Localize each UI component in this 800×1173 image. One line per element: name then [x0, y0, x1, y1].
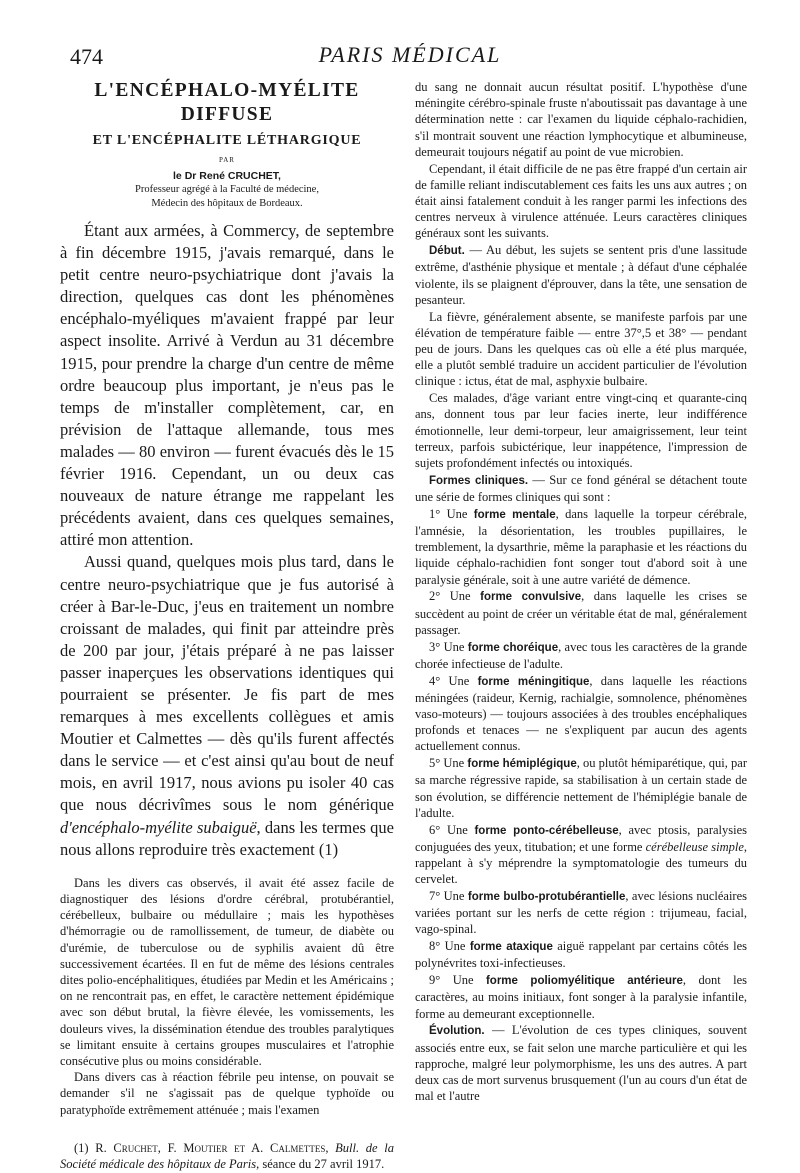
- form-label: forme ataxique: [469, 941, 553, 954]
- text-run: — Au début, les sujets se sentent pris d'une lassitude extrême, d'asthénie physique et mentale ; à défaut d'une céphalée violente, ils se plaignent d'éprouver, dans la tête, une sensation de pesanteur.: [415, 243, 747, 307]
- quoted-paragraph: Dans divers cas à réaction fébrile peu intense, on pouvait se demander s'il ne s'agissait pas de quelque typhoïde ou paratyphoïde extrêmement atténuée ; mais l'examen: [60, 1070, 394, 1117]
- italic-term: cérébelleuse simple: [645, 839, 744, 854]
- text-run: , dont les caractères, au moins initiaux, font songer à la paralysie infantile, forme au demeurant exceptionnelle.: [415, 973, 748, 1021]
- text-run: , dans les termes que nous allons reproduire très exactement (1): [60, 817, 395, 859]
- body-paragraph: du sang ne donnait aucun résultat positif. L'hypothèse d'une méningite cérébro-spinale fruste n'aboutissait pas davantage à une détermination nette : car l'examen du liquide céphalo-rachidien, s'il montrait souvent une réaction lymphocytique et albumineuse, demeurait toujours négatif au point de vue microbien.: [415, 80, 747, 159]
- left-column: [60, 78, 394, 1173]
- text-run: — L'évolution de ces types cliniques, souvent associés entre eux, se fait selon une marche particulière et qui les rapproche, malgré leur polymorphisme, les uns des autres. A part deux cas de mort survenus brusquement (l'un au cours d'un état de mal et l'autre: [415, 1023, 747, 1104]
- form-label: forme bulbo-protubérantielle: [467, 891, 626, 904]
- body-paragraph: Cependant, il était difficile de ne pas être frappé d'un certain air de famille reliant indiscutablement ces faits les uns aux autres ; on était ainsi fatalement conduit à les ranger parmi les infections des centres nerveux à virulence atténuée. Leurs caractères cliniques généraux sont les suivants.: [415, 161, 747, 241]
- author-affiliation-1: Professeur agrégé à la Faculté de médecine,: [135, 184, 319, 195]
- page-number: 474: [70, 44, 103, 69]
- author-affiliation-2: Médecin des hôpitaux de Bordeaux.: [151, 198, 303, 209]
- text-run: 8° Une: [429, 939, 470, 954]
- form-item: [415, 972, 747, 1022]
- section-label-evolution: Évolution.: [429, 1025, 485, 1038]
- article-title-line2: DIFFUSE: [180, 104, 274, 125]
- text-run: , dans laquelle les crises se succèdent au point de créer un véritable état de mal, généralement passager.: [415, 589, 748, 637]
- form-label: forme choréique: [467, 641, 559, 654]
- text-run: , dans laquelle la torpeur cérébrale, l'amnésie, la désorientation, les troubles pupillaires, le tremblement, la dysarthrie, même la paraphasie et les réactions du liquide céphalo-rachidien font songer tout d'abord soit à une paralysie générale, soit à une autre variété de démence.: [415, 506, 748, 587]
- form-item: [415, 888, 747, 938]
- body-paragraph: La fièvre, généralement absente, se manifeste parfois par une élévation de température faible — entre 37°,5 et 38° — pendant peu de jours. Dans les quelques cas où elle a été plus marquée, elle a plutôt semblé traduire un accident particulier de l'évolution clinique : ictus, état de mal, asphyxie bulbaire.: [415, 309, 747, 389]
- text-run: 9° Une: [429, 973, 486, 988]
- form-item: [415, 639, 747, 672]
- text-run: , ou plutôt hémiparétique, qui, par sa marche régressive rapide, sa stabilisation à un certain stade de son évolution, se différencie nettement de l'hémiplégie banale de l'adulte.: [415, 756, 747, 820]
- body-paragraph: Étant aux armées, à Commercy, de septembre à fin décembre 1915, j'avais remarqué, dans le petit centre neuro-psychiatrique dont j'avais la direction, quelques cas dont les phénomènes encéphalo-myéliques m'avaient frappé par leur aspect insolite. Arrivé à Verdun au 31 décembre 1915, pour prendre la charge d'un centre de même ordre beaucoup plus important, je n'eus pas le temps de m'installer complètement, car, en prévision de l'attaque allemande, tous mes malades — 80 environ — furent évacués dès le 15 février 1916. Cependant, un ou deux cas nouveaux de nature étrange me rappelant les précédents avaient, dans ces quelques semaines, attiré mon attention.: [60, 221, 394, 550]
- page-header: [70, 40, 750, 74]
- form-label: forme hémiplégique: [467, 758, 577, 771]
- text-run: 6° Une: [429, 822, 475, 837]
- text-run: 2° Une: [429, 589, 481, 604]
- text-run: , avec tous les caractères de la grande chorée infectieuse de l'adulte.: [415, 639, 747, 671]
- text-run: 3° Une: [429, 639, 468, 654]
- article-title-line1: L'ENCÉPHALO-MYÉLITE: [94, 80, 360, 101]
- text-run: , avec ptosis, paralysies conjuguées des yeux, titubation; et une forme: [415, 822, 747, 854]
- body-paragraph: [415, 1022, 747, 1104]
- text-run: , rappelant à s'y méprendre la symptomatologie des tumeurs du cervelet.: [415, 839, 747, 887]
- form-label: forme convulsive: [480, 591, 582, 604]
- form-item: [415, 938, 747, 971]
- text-run: — Sur ce fond général se détachent toute une série de formes cliniques qui sont :: [415, 472, 747, 505]
- form-item: [415, 506, 747, 588]
- body-paragraph: [415, 472, 747, 505]
- quoted-paragraph: Dans les divers cas observés, il avait été assez facile de diagnostiquer des lésions d'ordre cérébral, protubérantiel, cérébelleux, bulbaire ou médullaire ; mais les hypothèses d'hémorragie ou de ramollissement, de tumeur, de diabète ou d'urémie, de tuberculose ou de syphilis avaient dû être successivement écartées. Il en fut de même des lésions centrales dites polio-encéphalitiques, étudiées par Medin et les Américains ; on ne rencontrait pas, en effet, le caractère nettement épidémique avec son début brutal, la fièvre élevée, les vomissements, les douleurs vives, la dissémination étendue des troubles paralytiques se limitant ensuite à certains groupes musculaires et l'atrophie consécutive plus ou moins considérable.: [60, 875, 394, 1068]
- form-label: forme mentale: [473, 508, 556, 521]
- text-run: Aussi quand, quelques mois plus tard, dans le centre neuro-psychiatrique que je fus autorisé à créer à Bar-le-Duc, j'eus en traitement un nombre croissant de malades, qui finit par atteindre près de 200 par jour, j'étais préparé à ne pas laisser passer inaperçues les observations identiques qui pourraient se présenter. Je fis part de mes remarques à mes excellents collègues et amis Moutier et Calmettes — dès qu'ils furent affectés dans le service — et c'est ainsi qu'au bout de neuf mois, en avril 1917, nous avions pu isoler 40 cas que nous décrivîmes sous le nom générique: [60, 552, 394, 815]
- text-run: aiguë rappelant par certains côtés les polynévrites toxi-infectieuses.: [415, 939, 748, 971]
- byline-par: PAR: [219, 156, 235, 164]
- form-label: forme méningitique: [477, 675, 590, 688]
- form-item: [415, 822, 747, 888]
- author-name: le Dr René CRUCHET,: [173, 170, 281, 182]
- body-paragraph: Ces malades, d'âge variant entre vingt-cinq et quarante-cinq ans, donnent tous par leur facies inerte, leur indifférence émotionnelle, leur demi-torpeur, leur amaigrissement, leur teint terreux, parfois subictérique, leur inappétence, l'impression de sujets profondément infectés ou intoxiqués.: [415, 391, 747, 471]
- footnote-date: séance du 27 avril 1917.: [259, 1157, 385, 1172]
- text-run: 7° Une: [429, 889, 468, 904]
- italic-term: d'encéphalo-myélite subaiguë: [60, 817, 257, 837]
- form-item: [415, 673, 747, 755]
- article-subtitle: ET L'ENCÉPHALITE LÉTHARGIQUE: [92, 133, 362, 148]
- right-column: [415, 79, 747, 1105]
- footnote-number: (1): [74, 1140, 96, 1155]
- text-run: , dans laquelle les réactions méningées (raideur, Kernig, rachialgie, somnolence, phénomènes vaso-moteurs) — toujours associées à des troubles encéphaliques profonds et tenaces — ne s'expliquent par aucun des agents actuellement connus.: [415, 673, 748, 754]
- form-item: [415, 588, 747, 638]
- form-label: forme ponto-cérébelleuse: [474, 824, 619, 837]
- footnote-journal: Bull. de la Société médicale des hôpitaux de Paris,: [60, 1140, 394, 1172]
- section-label-debut: Début.: [429, 245, 465, 258]
- footnote: [60, 1140, 394, 1173]
- text-run: 1° Une: [429, 506, 474, 521]
- form-label: forme poliomyélitique antérieure: [485, 975, 683, 988]
- text-run: 5° Une: [429, 756, 468, 771]
- body-paragraph: [60, 551, 394, 860]
- section-label-formes: Formes cliniques.: [429, 474, 529, 487]
- text-run: 4° Une: [429, 673, 478, 688]
- running-title: PARIS MÉDICAL: [318, 42, 502, 67]
- footnote-authors: R. Cruchet, F. Moutier et A. Calmettes,: [95, 1140, 336, 1155]
- form-item: [415, 755, 747, 821]
- text-run: , avec lésions nucléaires variées portant sur les nerfs de cette région : trijumeau, facial, vago-spinal.: [415, 889, 748, 937]
- body-paragraph: [415, 242, 747, 308]
